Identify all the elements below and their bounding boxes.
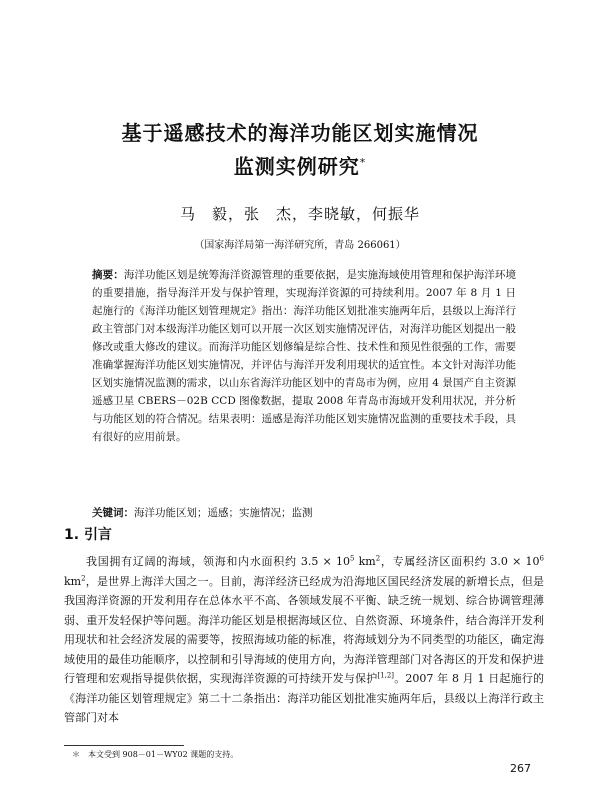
page-number: 267 [510,762,531,775]
body-text-f: 。2007 年 8 月 1 日起施行的《海洋功能区划管理规定》第二十二条指出：海洋功能区划批准实施两年后，县级以上海洋行政主管部门对本 [64,672,544,724]
keywords-text: 海洋功能区划；遥感；实施情况；监测 [134,507,313,519]
paper-title-line-2 [60,148,540,182]
keywords [92,504,516,522]
affiliation: （国家海洋局第一海洋研究所，青岛 266061） [194,240,406,251]
title-footnote-marker: * [359,156,367,169]
section-title: 引言 [83,527,112,543]
abstract-label: 摘要： [92,269,124,281]
paper-title-line-1: 基于遥感技术的海洋功能区划实施情况 [121,121,479,145]
superscript-exp-4: 2 [81,573,86,582]
body-paragraph [64,552,544,728]
section-heading-introduction [64,524,112,544]
superscript-exp-1: 5 [349,554,355,563]
footnote-divider [64,745,184,746]
superscript-exp-2: 2 [375,554,381,563]
body-text-e: ，是世界上海洋大国之一。目前，海洋经济已经成为沿海地区国民经济发展的新增长点，但是我国海洋资源的开发利用存在总体水平不高、各领域发展不平衡、缺乏统一规划、综合协调管理薄弱、重开发轻保护等问题。海洋功能区划是根据海域区位、自然资源、环境条件，结合海洋开发利用现状和社会经济发展的需要等，按照海域功能的标准，将海域划分为不同类型的功能区，确定海域使用的最佳功能顺序，以控制和引导海域的使用方向，为海洋管理部门对各海区的开发和保护进行管理和宏观指导提供依据，实现海洋资源的可持续开发与保护 [64,574,544,685]
footnote: ＊ 本文受到 908－01－WY02 课题的支持。 [72,750,239,759]
body-text-a: 我国拥有辽阔的海域，领海和内水面积约 3.5 × 10 [86,555,350,568]
section-number: 1. [64,527,80,543]
keywords-label: 关键词： [92,507,134,519]
citation-ref: [1,2] [377,671,395,680]
abstract [92,266,516,446]
author-list: 马 毅，张 杰，李晓敏，何振华 [179,205,420,223]
paper-title-line-2-text: 监测实例研究 [233,154,360,179]
body-text-c: ，专属经济区面积约 3.0 × 10 [380,555,540,568]
body-text-d: km [64,574,82,588]
superscript-exp-3: 6 [539,554,544,563]
abstract-text: 海洋功能区划是统筹海洋资源管理的重要依据，是实施海域使用管理和保护海洋环境的重要措施，指导海洋开发与保护管理，实现海洋资源的可持续利用。2007 年 8 月 1 日起施行的《海洋功能区划管理规定》指出：海洋功能区划批准实施两年后，县级以上海洋行政主管部门对本级海洋功能区划可以开展一次区划实施情况评估，对海洋功能区划提出一般修改或重大修改的建议。而海洋功能区划修编是综合性、技术性和预见性很强的工作，需要准确掌握海洋功能区划实施情况，并评估与海洋开发利用现状的适宜性。本文针对海洋功能区划实施情况监测的需求，以山东省海洋功能区划中的青岛市为例，应用 4 景国产自主资源遥感卫星 CBERS－02B CCD 图像数据，提取 2008 年青岛市海域开发利用状况，并分析与功能区划的符合情况。结果表明：遥感是海洋功能区划实施情况监测的重要技术手段，具有很好的应用前景。 [92,269,517,443]
body-text-b: km [354,555,376,568]
